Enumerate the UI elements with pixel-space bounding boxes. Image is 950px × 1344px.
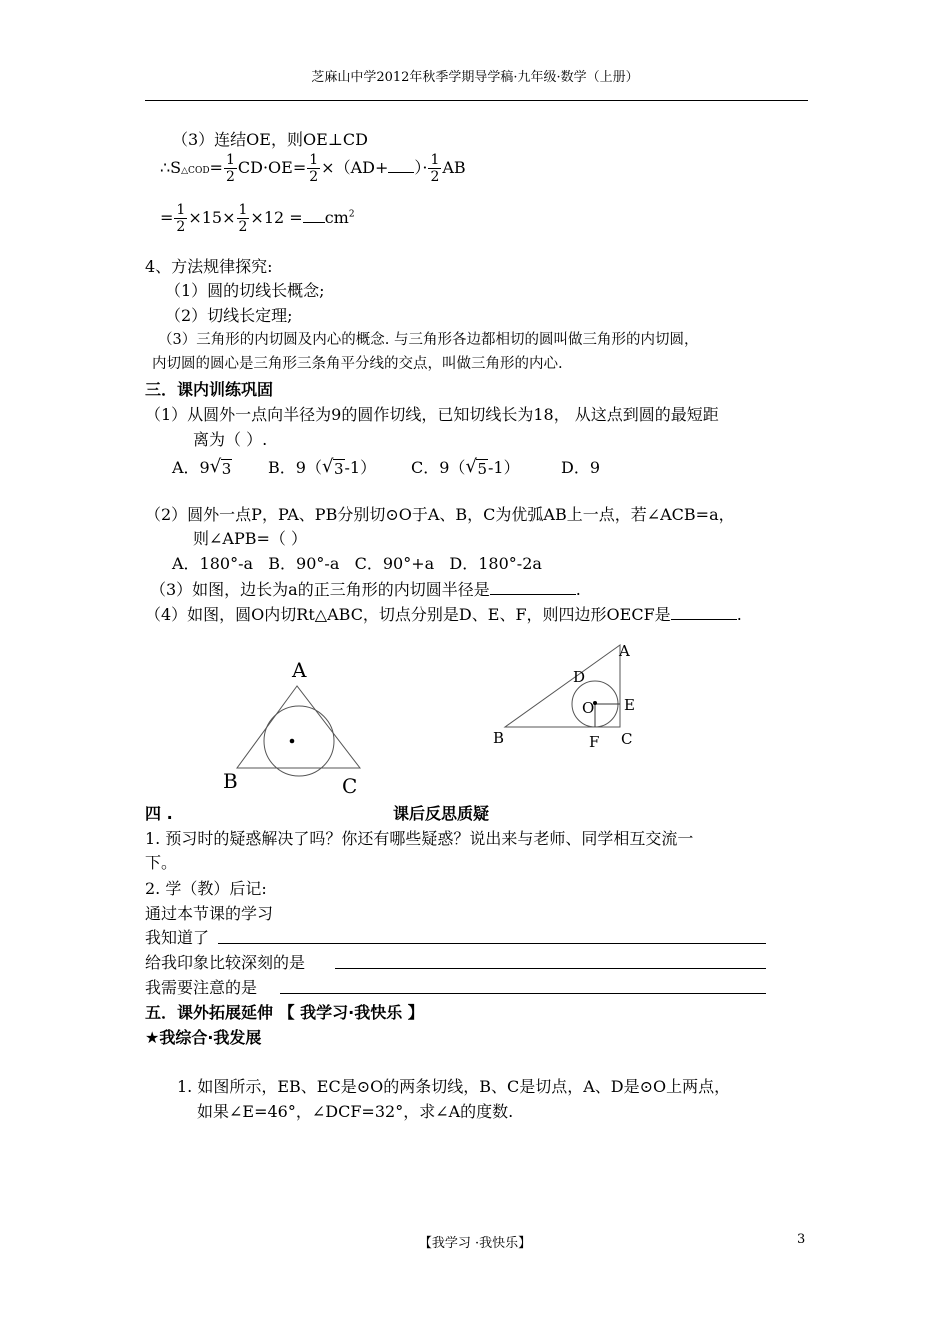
reflection-q1-cont: 下。 bbox=[145, 853, 178, 872]
figure-equilateral-triangle bbox=[215, 650, 375, 800]
fraction-half: $\frac{1}{2}$ bbox=[238, 202, 248, 235]
question-3: （3）如图，边长为a的正三角形的内切圆半径是 . bbox=[150, 580, 581, 599]
q1-option-b[interactable]: B．9（ √ 3-1） bbox=[268, 456, 377, 478]
fraction-half: $\frac{1}{2}$ bbox=[309, 152, 319, 185]
method-item-3-cont: 内切圆的圆心是三角形三条角平分线的交点，叫做三角形的内心. bbox=[152, 356, 563, 372]
figure-right-triangle bbox=[485, 635, 650, 760]
triangle-abc bbox=[237, 686, 360, 768]
point-label-d: D bbox=[573, 668, 586, 686]
point-label-f: F bbox=[589, 733, 600, 751]
sqrt-3: √ 3 bbox=[321, 456, 344, 478]
q1-option-a[interactable]: A．9 √ 3 bbox=[172, 456, 232, 478]
question-2-cont: 则∠APB=（ ） bbox=[193, 529, 307, 548]
blank-q3[interactable] bbox=[490, 594, 576, 595]
fraction-half: $\frac{1}{2}$ bbox=[176, 202, 186, 235]
incenter-dot bbox=[290, 739, 295, 744]
extension-q1: 1. 如图所示，EB、EC是⊙O的两条切线，B、C是切点，A、D是⊙O上两点， bbox=[177, 1077, 731, 1096]
training-title: 三．课内训练巩固 bbox=[145, 380, 274, 399]
sqrt-5: √ 5 bbox=[465, 456, 487, 478]
blank-q4[interactable] bbox=[671, 619, 737, 620]
method-item-1: （1）圆的切线长概念; bbox=[165, 281, 325, 300]
page-header: 芝麻山中学2012年秋季学期导学稿·九年级·数学（上册） bbox=[311, 70, 639, 85]
area-formula: ∴S△COD= $\frac{1}{2}$ CD·OE= $\frac{1}{2}$ ×（AD+ ）· $\frac{1}{2}$ AB bbox=[160, 152, 466, 185]
method-title: 4、方法规律探究: bbox=[145, 257, 273, 276]
question-2: （2）圆外一点P，PA、PB分别切⊙O于A、B，C为优弧AB上一点，若∠ACB=a， bbox=[145, 505, 735, 524]
area-result: = $\frac{1}{2}$ ×15× $\frac{1}{2}$ $\times 12 = cm^2$ bbox=[160, 202, 355, 235]
vertex-label-a: A bbox=[292, 658, 307, 682]
point-label-e: E bbox=[624, 696, 635, 714]
question-4: （4）如图，圆O内切Rt△ABC，切点分别是D、E、F，则四边形OECF是 . bbox=[145, 605, 742, 624]
header-rule bbox=[145, 100, 808, 101]
reflection-title: 课后反思质疑 bbox=[393, 804, 490, 823]
q1-option-d[interactable]: D．9 bbox=[561, 458, 601, 477]
step3-line: （3）连结OE，则OE⊥CD bbox=[172, 130, 368, 149]
reflection-line-1: 通过本节课的学习 bbox=[145, 904, 274, 923]
q2-options[interactable]: A．180°-a B．90°-a C．90°+a D．180°-2a bbox=[172, 554, 542, 573]
vertex-label-c: C bbox=[342, 774, 358, 798]
reflection-line-2: 我知道了 bbox=[145, 928, 210, 947]
method-item-3: （3）三角形的内切圆及内心的概念. 与三角形各边都相切的圆叫做三角形的内切圆， bbox=[158, 332, 699, 348]
reflection-number: 四 . bbox=[145, 804, 173, 823]
blank-ad[interactable] bbox=[388, 172, 414, 173]
q1-option-c[interactable]: C．9（ √ 5-1） bbox=[411, 456, 520, 478]
extension-subtitle: ★我综合·我发展 bbox=[145, 1028, 262, 1047]
reflection-line-3: 给我印象比较深刻的是 bbox=[145, 953, 306, 972]
center-label-o: O bbox=[582, 699, 595, 717]
reflection-q2: 2. 学（教）后记: bbox=[145, 879, 267, 898]
reflection-q1: 1. 预习时的疑惑解决了吗？你还有哪些疑惑？说出来与老师、同学相互交流一 bbox=[145, 829, 694, 848]
blank-area[interactable] bbox=[303, 222, 325, 223]
vertex-label-c: C bbox=[621, 730, 633, 748]
answer-line-attention[interactable] bbox=[280, 993, 766, 994]
fraction-half: $\frac{1}{2}$ bbox=[430, 152, 440, 185]
reflection-line-4: 我需要注意的是 bbox=[145, 978, 258, 997]
vertex-label-b: B bbox=[493, 729, 505, 747]
extension-title: 五．课外拓展延伸 【 我学习·我快乐 】 bbox=[145, 1003, 424, 1022]
method-item-2: （2）切线长定理; bbox=[165, 306, 293, 325]
answer-line-impression[interactable] bbox=[335, 968, 766, 969]
question-1: （1）从圆外一点向半径为9的圆作切线，已知切线长为18， 从这点到圆的最短距 bbox=[145, 405, 719, 424]
fraction-half: $\frac{1}{2}$ bbox=[225, 152, 235, 185]
vertex-label-a: A bbox=[619, 642, 630, 660]
question-1-cont: 离为（ ）. bbox=[193, 430, 268, 449]
extension-q1-cont: 如果∠E=46°，∠DCF=32°，求∠A的度数. bbox=[197, 1102, 514, 1121]
footer-center: 【我学习 ·我快乐】 bbox=[418, 1236, 532, 1251]
triangle-abc bbox=[505, 645, 620, 727]
sqrt-3: √ 3 bbox=[209, 456, 232, 478]
incircle bbox=[264, 706, 334, 776]
page-number: 3 bbox=[797, 1232, 806, 1247]
answer-line-know[interactable] bbox=[218, 943, 766, 944]
vertex-label-b: B bbox=[223, 769, 238, 793]
